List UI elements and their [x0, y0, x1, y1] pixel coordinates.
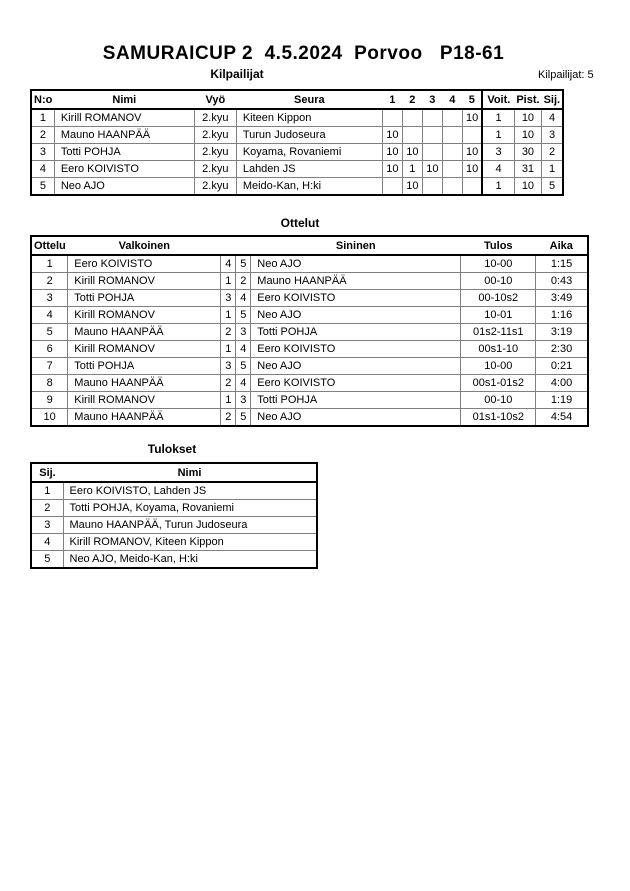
cell-round-3	[422, 127, 442, 144]
cell-seura: Lahden JS	[236, 161, 382, 178]
match-row	[31, 255, 588, 273]
cell-match-no: 7	[31, 358, 68, 375]
kilpailijat-table	[30, 89, 564, 196]
cell-white-name: Eero KOIVISTO	[68, 255, 221, 273]
cell-round-4	[442, 109, 462, 127]
match-row	[31, 324, 588, 341]
cell-nimi: Eero KOIVISTO, Lahden JS	[63, 482, 317, 500]
section-heading-ottelut: Ottelut	[280, 216, 320, 230]
cell-pist: 10	[514, 178, 541, 196]
cell-round-2: 10	[402, 178, 422, 196]
cell-blue-no: 5	[236, 358, 251, 375]
match-row	[31, 290, 588, 307]
cell-white-name: Totti POHJA	[68, 290, 221, 307]
cell-sij: 5	[31, 551, 63, 569]
cell-aika: 4:54	[536, 409, 588, 427]
cell-round-3: 10	[422, 161, 442, 178]
cell-seura: Meido-Kan, H:ki	[236, 178, 382, 196]
cell-match-no: 9	[31, 392, 68, 409]
tulokset-table	[30, 462, 318, 569]
cell-pist: 31	[514, 161, 541, 178]
cell-seura: Turun Judoseura	[236, 127, 382, 144]
cell-tulos: 01s2-11s1	[461, 324, 536, 341]
result-row	[31, 534, 317, 551]
competitor-row	[31, 178, 563, 196]
cell-tulos: 10-01	[461, 307, 536, 324]
col-vyo: Vyö	[194, 90, 236, 109]
cell-white-name: Kirill ROMANOV	[68, 341, 221, 358]
cell-white-name: Totti POHJA	[68, 358, 221, 375]
col-round-3: 3	[422, 90, 442, 109]
cell-match-no: 4	[31, 307, 68, 324]
col-tulos: Tulos	[461, 236, 536, 255]
cell-round-2	[402, 127, 422, 144]
result-row	[31, 517, 317, 534]
cell-sij: 1	[542, 161, 564, 178]
cell-voit: 1	[482, 109, 514, 127]
col-blue-no	[236, 236, 251, 255]
competitor-row	[31, 161, 563, 178]
cell-vyo: 2.kyu	[194, 127, 236, 144]
cell-white-no: 3	[221, 358, 236, 375]
cell-blue-name: Neo AJO	[251, 358, 461, 375]
cell-blue-no: 4	[236, 290, 251, 307]
cell-aika: 1:16	[536, 307, 588, 324]
cell-round-2: 1	[402, 161, 422, 178]
cell-voit: 1	[482, 127, 514, 144]
cell-blue-name: Neo AJO	[251, 255, 461, 273]
section-heading-tulokset: Tulokset	[147, 442, 197, 456]
match-row	[31, 307, 588, 324]
col-seura: Seura	[236, 90, 382, 109]
cell-sij: 3	[31, 517, 63, 534]
cell-match-no: 6	[31, 341, 68, 358]
cell-white-no: 2	[221, 409, 236, 427]
cell-round-2	[402, 109, 422, 127]
col-no: N:o	[31, 90, 54, 109]
match-row	[31, 375, 588, 392]
cell-no: 5	[31, 178, 54, 196]
section-heading-kilpailijat: Kilpailijat	[210, 67, 264, 81]
cell-blue-no: 2	[236, 273, 251, 290]
cell-blue-no: 5	[236, 307, 251, 324]
competitor-row	[31, 144, 563, 161]
cell-nimi: Kirill ROMANOV, Kiteen Kippon	[63, 534, 317, 551]
cell-aika: 1:19	[536, 392, 588, 409]
cell-white-no: 2	[221, 375, 236, 392]
cell-tulos: 00-10	[461, 273, 536, 290]
col-nimi: Nimi	[54, 90, 194, 109]
cell-blue-no: 4	[236, 341, 251, 358]
cell-blue-no: 4	[236, 375, 251, 392]
cell-nimi: Mauno HAANPÄÄ, Turun Judoseura	[63, 517, 317, 534]
cell-blue-name: Neo AJO	[251, 307, 461, 324]
cell-round-5	[462, 178, 482, 196]
cell-tulos: 00-10s2	[461, 290, 536, 307]
cell-tulos: 00s1-10	[461, 341, 536, 358]
cell-voit: 3	[482, 144, 514, 161]
col-round-1: 1	[382, 90, 402, 109]
col-white-no	[221, 236, 236, 255]
cell-blue-no: 5	[236, 255, 251, 273]
cell-round-5: 10	[462, 144, 482, 161]
cell-tulos: 00s1-01s2	[461, 375, 536, 392]
result-row	[31, 482, 317, 500]
cell-no: 3	[31, 144, 54, 161]
cell-round-1	[382, 178, 402, 196]
cell-nimi: Neo AJO, Meido-Kan, H:ki	[63, 551, 317, 569]
competitor-row	[31, 127, 563, 144]
cell-tulos: 10-00	[461, 255, 536, 273]
cell-no: 4	[31, 161, 54, 178]
cell-white-no: 4	[221, 255, 236, 273]
cell-white-no: 1	[221, 273, 236, 290]
cell-round-3	[422, 144, 442, 161]
kilpailijat-header-row	[31, 90, 563, 109]
col-round-5: 5	[462, 90, 482, 109]
cell-no: 2	[31, 127, 54, 144]
cell-aika: 3:49	[536, 290, 588, 307]
tulokset-header-row	[31, 463, 317, 482]
cell-no: 1	[31, 109, 54, 127]
col-nimi: Nimi	[63, 463, 317, 482]
cell-nimi: Mauno HAANPÄÄ	[54, 127, 194, 144]
cell-round-1: 10	[382, 161, 402, 178]
col-sininen: Sininen	[251, 236, 461, 255]
cell-aika: 1:15	[536, 255, 588, 273]
cell-sij: 1	[31, 482, 63, 500]
cell-seura: Koyama, Rovaniemi	[236, 144, 382, 161]
cell-white-name: Mauno HAANPÄÄ	[68, 324, 221, 341]
cell-round-1: 10	[382, 144, 402, 161]
cell-blue-no: 5	[236, 409, 251, 427]
cell-aika: 0:43	[536, 273, 588, 290]
cell-sij: 4	[542, 109, 564, 127]
cell-aika: 3:19	[536, 324, 588, 341]
cell-nimi: Kirill ROMANOV	[54, 109, 194, 127]
cell-white-name: Mauno HAANPÄÄ	[68, 375, 221, 392]
cell-vyo: 2.kyu	[194, 161, 236, 178]
cell-round-4	[442, 127, 462, 144]
col-ottelu: Ottelu	[31, 236, 68, 255]
cell-match-no: 5	[31, 324, 68, 341]
cell-seura: Kiteen Kippon	[236, 109, 382, 127]
cell-vyo: 2.kyu	[194, 144, 236, 161]
cell-blue-name: Eero KOIVISTO	[251, 375, 461, 392]
cell-tulos: 10-00	[461, 358, 536, 375]
col-pist: Pist.	[514, 90, 541, 109]
cell-sij: 2	[542, 144, 564, 161]
cell-aika: 0:21	[536, 358, 588, 375]
cell-blue-name: Mauno HAANPÄÄ	[251, 273, 461, 290]
cell-round-5: 10	[462, 109, 482, 127]
cell-voit: 1	[482, 178, 514, 196]
cell-round-5: 10	[462, 161, 482, 178]
cell-vyo: 2.kyu	[194, 178, 236, 196]
cell-vyo: 2.kyu	[194, 109, 236, 127]
cell-tulos: 00-10	[461, 392, 536, 409]
cell-nimi: Totti POHJA, Koyama, Rovaniemi	[63, 500, 317, 517]
cell-pist: 10	[514, 127, 541, 144]
cell-white-no: 1	[221, 341, 236, 358]
cell-pist: 10	[514, 109, 541, 127]
cell-nimi: Eero KOIVISTO	[54, 161, 194, 178]
cell-blue-name: Eero KOIVISTO	[251, 290, 461, 307]
match-row	[31, 273, 588, 290]
ottelut-header-row	[31, 236, 588, 255]
col-sij: Sij.	[542, 90, 564, 109]
cell-white-no: 3	[221, 290, 236, 307]
cell-round-1: 10	[382, 127, 402, 144]
cell-round-2: 10	[402, 144, 422, 161]
cell-aika: 4:00	[536, 375, 588, 392]
cell-sij: 3	[542, 127, 564, 144]
col-round-4: 4	[442, 90, 462, 109]
cell-match-no: 2	[31, 273, 68, 290]
result-row	[31, 500, 317, 517]
cell-white-name: Kirill ROMANOV	[68, 273, 221, 290]
cell-round-4	[442, 144, 462, 161]
cell-round-5	[462, 127, 482, 144]
cell-round-1	[382, 109, 402, 127]
cell-blue-no: 3	[236, 392, 251, 409]
competitor-count-label: Kilpailijat: 5	[538, 69, 594, 81]
cell-round-3	[422, 178, 442, 196]
cell-match-no: 1	[31, 255, 68, 273]
cell-blue-name: Totti POHJA	[251, 392, 461, 409]
cell-round-4	[442, 178, 462, 196]
col-valkoinen: Valkoinen	[68, 236, 221, 255]
cell-match-no: 8	[31, 375, 68, 392]
ottelut-table	[30, 235, 589, 427]
col-aika: Aika	[536, 236, 588, 255]
match-row	[31, 341, 588, 358]
cell-blue-name: Eero KOIVISTO	[251, 341, 461, 358]
cell-blue-name: Neo AJO	[251, 409, 461, 427]
col-sij: Sij.	[31, 463, 63, 482]
cell-sij: 4	[31, 534, 63, 551]
match-row	[31, 409, 588, 427]
cell-white-no: 1	[221, 392, 236, 409]
cell-round-4	[442, 161, 462, 178]
result-row	[31, 551, 317, 569]
cell-pist: 30	[514, 144, 541, 161]
col-round-2: 2	[402, 90, 422, 109]
cell-nimi: Totti POHJA	[54, 144, 194, 161]
cell-white-name: Mauno HAANPÄÄ	[68, 409, 221, 427]
cell-match-no: 10	[31, 409, 68, 427]
cell-sij: 5	[542, 178, 564, 196]
page-title: SAMURAICUP 2 4.5.2024 Porvoo P18-61	[102, 43, 505, 64]
col-voit: Voit.	[482, 90, 514, 109]
cell-blue-no: 3	[236, 324, 251, 341]
cell-aika: 2:30	[536, 341, 588, 358]
cell-white-name: Kirill ROMANOV	[68, 392, 221, 409]
cell-match-no: 3	[31, 290, 68, 307]
cell-sij: 2	[31, 500, 63, 517]
match-row	[31, 358, 588, 375]
cell-blue-name: Totti POHJA	[251, 324, 461, 341]
cell-white-no: 2	[221, 324, 236, 341]
cell-white-no: 1	[221, 307, 236, 324]
cell-tulos: 01s1-10s2	[461, 409, 536, 427]
cell-voit: 4	[482, 161, 514, 178]
match-row	[31, 392, 588, 409]
cell-round-3	[422, 109, 442, 127]
cell-nimi: Neo AJO	[54, 178, 194, 196]
cell-white-name: Kirill ROMANOV	[68, 307, 221, 324]
competitor-row	[31, 109, 563, 127]
